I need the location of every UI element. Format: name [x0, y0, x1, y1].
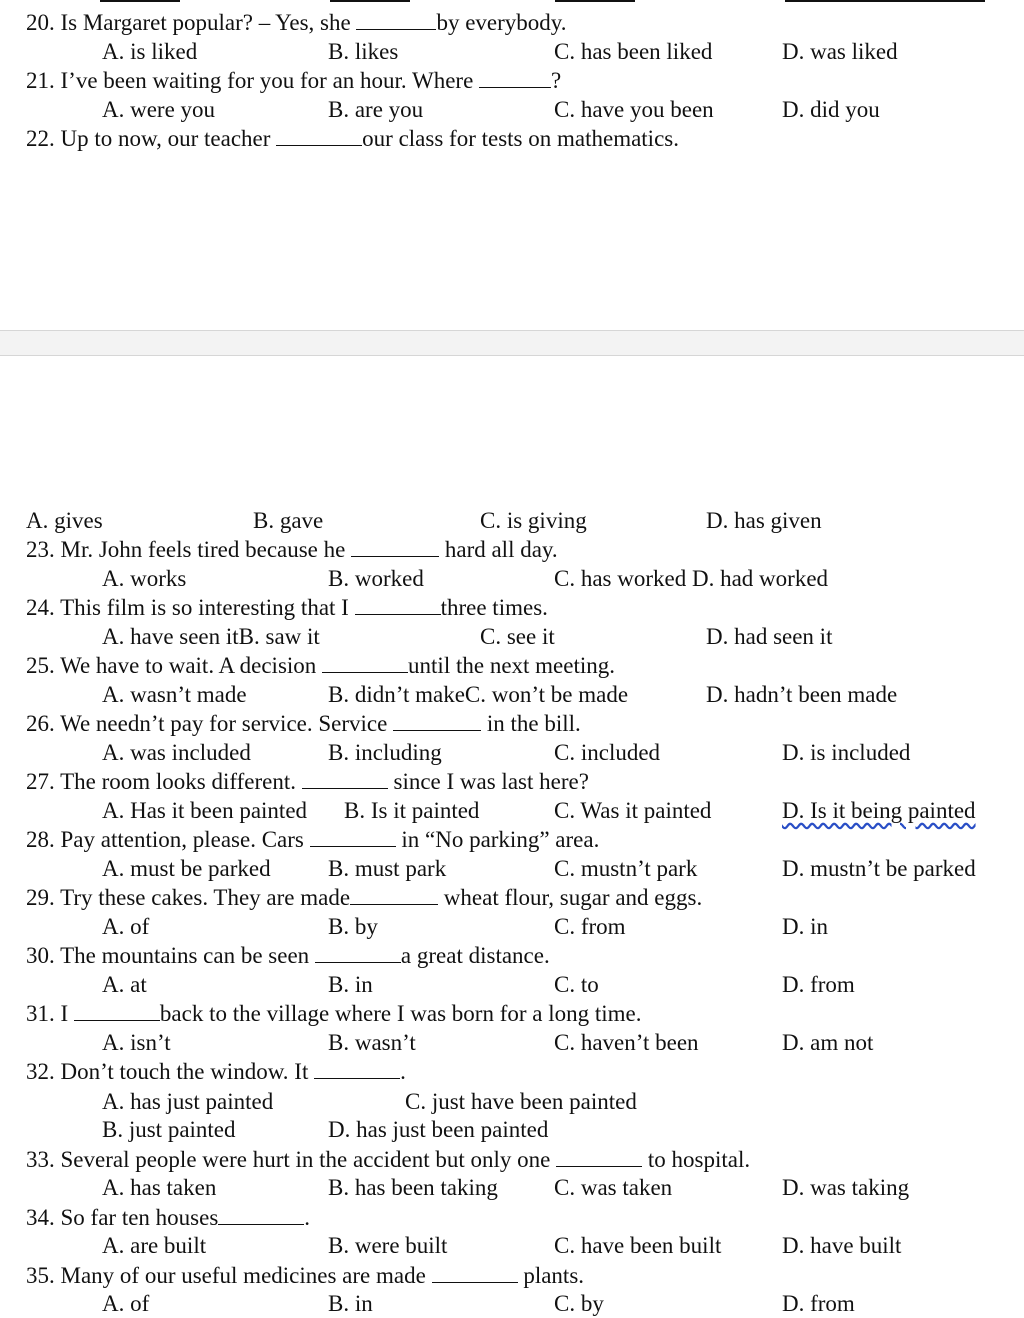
question-29-options	[0, 912, 1024, 941]
question-27-stem: 27. The room looks different. since I was last here?	[26, 769, 589, 794]
question-20-stem: 20. Is Margaret popular? – Yes, she by everybody.	[26, 10, 567, 35]
question-23-stem: 23. Mr. John feels tired because he hard all day.	[26, 537, 558, 562]
question-33-options	[0, 1173, 1024, 1202]
option-c[interactable]: C. to	[554, 972, 599, 997]
option-b[interactable]: B. wasn’t	[328, 1030, 416, 1055]
option-b[interactable]: B. Is it painted	[344, 798, 480, 823]
option-b[interactable]: B. are you	[328, 97, 424, 122]
question-23-options	[0, 564, 1024, 593]
option-d[interactable]: D. mustn’t be parked	[782, 856, 976, 881]
option-a[interactable]: A. works	[102, 566, 187, 591]
option-c[interactable]: C. by	[554, 1291, 604, 1316]
option-d[interactable]: D. was taking	[782, 1175, 910, 1200]
option-c[interactable]: C. have been built	[554, 1233, 722, 1258]
option-c[interactable]: C. just have been painted	[405, 1089, 637, 1114]
answer-blank	[302, 768, 388, 789]
option-d[interactable]: D. has just been painted	[328, 1117, 549, 1142]
option-d[interactable]: D. had seen it	[706, 624, 833, 649]
page-break	[0, 330, 1024, 356]
question-32-options-row1	[0, 1087, 1024, 1116]
option-d[interactable]: D. Is it being painted	[782, 798, 976, 823]
question-30-stem: 30. The mountains can be seen a great distance.	[26, 943, 550, 968]
option-c[interactable]: C. see it	[480, 624, 555, 649]
option-a[interactable]: A. gives	[26, 508, 103, 533]
option-d[interactable]: D. was liked	[782, 39, 898, 64]
option-a[interactable]: A. has taken	[102, 1175, 217, 1200]
option-d[interactable]: D. did you	[782, 97, 880, 122]
option-c[interactable]: C. included	[554, 740, 661, 765]
option-b[interactable]: B. must park	[328, 856, 447, 881]
option-d[interactable]: D. in	[782, 914, 828, 939]
question-26-stem: 26. We needn’t pay for service. Service in the bill.	[26, 711, 581, 736]
answer-blank	[322, 652, 408, 673]
option-a[interactable]: A. was included	[102, 740, 251, 765]
option-a[interactable]: A. must be parked	[102, 856, 271, 881]
option-a[interactable]: A. of	[102, 914, 150, 939]
answer-blank	[314, 1058, 400, 1079]
question-25-stem: 25. We have to wait. A decision until the next meeting.	[26, 653, 616, 678]
option-a[interactable]: A. at	[102, 972, 147, 997]
option-b[interactable]: B. gave	[253, 508, 324, 533]
option-d[interactable]: D. hadn’t been made	[706, 682, 898, 707]
option-d[interactable]: D. is included	[782, 740, 911, 765]
answer-blank	[315, 942, 401, 963]
answer-blank	[310, 826, 396, 847]
option-a-b[interactable]: A. have seen itB. saw it	[102, 624, 320, 649]
option-c[interactable]: C. mustn’t park	[554, 856, 698, 881]
answer-blank	[74, 1000, 160, 1021]
answer-blank	[556, 1146, 642, 1167]
option-b[interactable]: B. in	[328, 972, 373, 997]
option-c[interactable]: C. have you been	[554, 97, 714, 122]
question-21-stem: 21. I’ve been waiting for you for an hour. Where ?	[26, 68, 562, 93]
answer-blank	[351, 536, 439, 557]
question-31-stem: 31. I back to the village where I was born for a long time.	[26, 1001, 642, 1026]
question-32-stem: 32. Don’t touch the window. It .	[26, 1059, 406, 1084]
option-c[interactable]: C. Was it painted	[554, 798, 712, 823]
answer-blank	[356, 9, 436, 30]
question-28-options	[0, 854, 1024, 883]
question-25-options	[0, 680, 1024, 709]
option-c[interactable]: C. from	[554, 914, 626, 939]
option-b[interactable]: B. has been taking	[328, 1175, 498, 1200]
answer-blank	[355, 594, 441, 615]
question-21-options	[0, 95, 1024, 124]
option-d[interactable]: D. have built	[782, 1233, 902, 1258]
option-b[interactable]: B. in	[328, 1291, 373, 1316]
answer-blank	[393, 710, 481, 731]
option-b[interactable]: B. by	[328, 914, 378, 939]
question-28-stem: 28. Pay attention, please. Cars in “No parking” area.	[26, 827, 600, 852]
answer-blank	[276, 125, 362, 146]
option-b[interactable]: B. likes	[328, 39, 399, 64]
answer-blank	[432, 1262, 518, 1283]
option-a[interactable]: A. isn’t	[102, 1030, 171, 1055]
answer-blank	[218, 1204, 304, 1225]
option-c[interactable]: C. haven’t been	[554, 1030, 699, 1055]
answer-blank	[479, 67, 551, 88]
question-26-options	[0, 738, 1024, 767]
option-d[interactable]: D. from	[782, 972, 855, 997]
option-c[interactable]: C. has been liked	[554, 39, 713, 64]
question-20-options	[0, 37, 1024, 66]
question-30-options	[0, 970, 1024, 999]
option-b[interactable]: B. including	[328, 740, 442, 765]
option-a[interactable]: A. Has it been painted	[102, 798, 308, 823]
option-b[interactable]: B. were built	[328, 1233, 448, 1258]
option-c[interactable]: C. was taken	[554, 1175, 673, 1200]
option-a[interactable]: A. has just painted	[102, 1089, 274, 1114]
option-b-c[interactable]: B. didn’t makeC. won’t be made	[328, 682, 629, 707]
question-29-stem: 29. Try these cakes. They are made wheat flour, sugar and eggs.	[26, 885, 703, 910]
option-a[interactable]: A. of	[102, 1291, 150, 1316]
option-d[interactable]: D. from	[782, 1291, 855, 1316]
question-35-stem: 35. Many of our useful medicines are made plants.	[26, 1263, 585, 1288]
option-a[interactable]: A. were you	[102, 97, 216, 122]
question-32-options-row2	[0, 1115, 1024, 1144]
question-24-options	[0, 622, 1024, 651]
question-34-options	[0, 1231, 1024, 1260]
question-22-stem: 22. Up to now, our teacher our class for tests on mathematics.	[26, 126, 679, 151]
option-a[interactable]: A. are built	[102, 1233, 207, 1258]
question-24-stem: 24. This film is so interesting that I three times.	[26, 595, 548, 620]
question-33-stem: 33. Several people were hurt in the accident but only one to hospital.	[26, 1147, 751, 1172]
option-b[interactable]: B. just painted	[102, 1117, 236, 1142]
option-d[interactable]: D. am not	[782, 1030, 874, 1055]
option-b[interactable]: B. worked	[328, 566, 424, 591]
question-27-options	[0, 796, 1024, 825]
question-34-stem: 34. So far ten houses .	[26, 1205, 311, 1230]
option-a[interactable]: A. wasn’t made	[102, 682, 247, 707]
question-31-options	[0, 1028, 1024, 1057]
option-c[interactable]: C. is giving	[480, 508, 587, 533]
option-c-d[interactable]: C. has worked D. had worked	[554, 566, 829, 591]
question-22-options	[0, 506, 1024, 535]
option-a[interactable]: A. is liked	[102, 39, 198, 64]
option-d[interactable]: D. has given	[706, 508, 822, 533]
answer-blank	[350, 884, 438, 905]
